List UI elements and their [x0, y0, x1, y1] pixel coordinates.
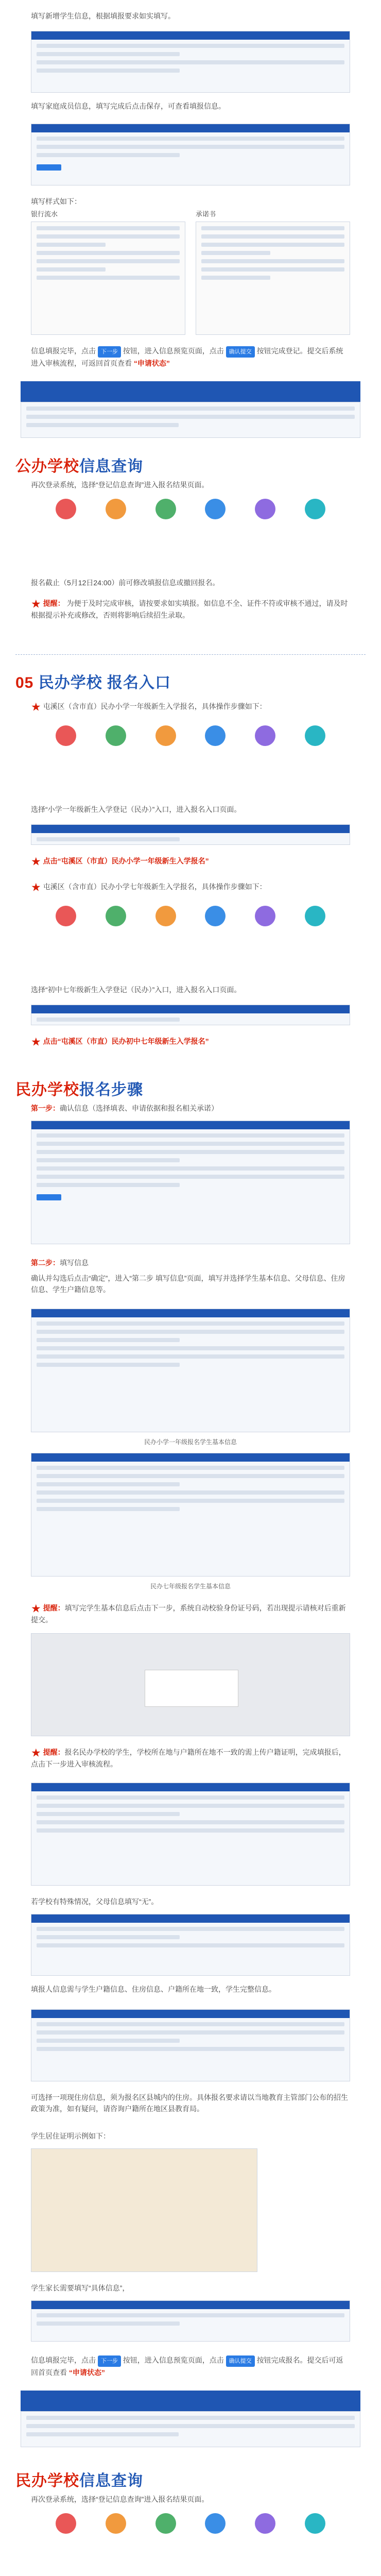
housing-screenshot [31, 2009, 350, 2081]
public-query-title: 公办学校信息查询 [15, 458, 143, 475]
entry-icon[interactable] [100, 725, 131, 748]
public-query-text-1: 再次登录系统，选择“登记信息查询”进入报名结果页面。 [31, 481, 209, 489]
private-step2: 屯溪区（含市直）民办小学七年级新生入学报名，具体操作步骤如下： [43, 883, 267, 891]
private-query-section [0, 2468, 381, 2490]
section-divider [15, 654, 366, 655]
entry-icon[interactable] [50, 906, 81, 928]
intro-text-2: 填写家庭成员信息，填写完成后点击保存，可查看填报信息。 [31, 102, 226, 110]
private-query-icon-grid [41, 2509, 340, 2540]
entry-icon[interactable] [250, 725, 281, 748]
apply-status-highlight: “申请状态” [68, 2368, 105, 2377]
entry-icon[interactable] [150, 2513, 181, 2536]
private-step1-click: 点击“屯溪区（市直）民办小学一年级新生入学报名” [43, 857, 209, 865]
private-step1: 屯溪区（含市直）民办小学一年级新生入学报名，具体操作步骤如下： [43, 702, 267, 710]
intro-text-1: 填写新增学生信息，根据填报要求如实填写。 [31, 12, 175, 20]
private-query-title: 民办学校信息查询 [15, 2472, 143, 2489]
confirm-submit-tag: 确认提交 [226, 2355, 255, 2367]
entry-icon[interactable] [100, 499, 131, 521]
system-banner-1 [21, 381, 360, 402]
private-icon-grid-2 [41, 902, 340, 933]
private-note-2: 报名民办学校的学生，学校所在地与户籍所在地不一致的需上传户籍证明，完成填报后，点击下一步进入审核流程。 [31, 1748, 346, 1769]
public-query-text-2: 报名截止（5月12日24:00）前可修改填报信息或撤回报名。 [31, 579, 220, 587]
school-note: 若学校有特殊情况，父母信息填写“无”。 [31, 1897, 159, 1906]
second-step-text: 填写信息 [60, 1259, 89, 1267]
entry-icon[interactable] [300, 906, 331, 928]
entry-icon[interactable] [200, 2513, 231, 2536]
confirm-text-2: 按钮，进入信息预览页面，点击 [123, 347, 224, 355]
confirm2-section: 信息填报完毕，点击 下一步 按钮，进入信息预览页面，点击 确认提交 按钮完成报名。提交后可返回首页查看 “申请状态” [31, 2356, 343, 2377]
sample-label-right: 承诺书 [196, 210, 216, 218]
id-check-dialog-screenshot [31, 1633, 350, 1736]
guide-page: 填写新增学生信息，根据填报要求如实填写。 填写家庭成员信息，填写完成后点击保存，可查看填报信息。 填写样式如下： 银行流水 承诺书 信息填报完毕，点击 下一步 按钮，进入信息预览页面，点击 确认提交 按钮完成登记。提交后系统进入审核流程，可返回首页查看 “申请状态” 公办学校信息查询 再次登录系统，选择“登记信息查询”进入报名结果页面。 报名截止（5月12日24:00）前可修改填报信息或撤回报名。 ★ 提醒： 为便于及时完成审核，请按要求如实填报。如信息不全、证件不符或审核不通过，请及时根据提示补充或修改，否则将影响后续招生录取。 05 民办学校 报名入口 ★ 屯溪区（含市直）民办小学一年级新生入学报名，具体操作步骤如下： 选择“小学一年级新生入学登记（民办）”入口，进入报名入口页面。 ★ 点击“屯溪区（市直）民办小学一年级新生入学报名” ★ 屯溪区（含市直）民办小学七年级新生入学报名，具体操作步骤如下： 选择“初中七年级新生入学登记（民办）”入口，进入报名入口页面。 ★ 点击“屯溪区（市直）民办初中七年级新生入学报名” 民办学校报名步骤 第一步：确认信息（选择填表、申请依据和报名相关承诺） 第二步：填写信息 确认并勾选后点击“确定”，进入“第二步 填写信息”页面，填写并选择学生基本信息、父母信息、住房信息、学生户籍信息等。 民办小学一年级报名学生基本信息 民办七年级报名学生基本信息 ★ 提醒：填写完学生基本信息后点击下一步，系统自动校验身份证号码，若出现提示请核对后重新提交。 ★ 提醒：报名民办学校的学生，学校所在地与户籍所在地不一致的需上传户籍证明，完成填报后，点击下一步进入审核流程。 若学校有特殊情况，父母信息填写“无”。 填报人信息需与学生户籍信息、住房信息、户籍所在地一致，学生完整信息。 可选择一项现住房信息，须为报名区县城内的住房。具体报名要求请以当地教育主管部门公布的招生政策为准，如有疑问，请咨询户籍所在地区县教育局。 学生居住证明示例如下： 学生家长需要填写“具体信息”， 信息填报完毕，点击 下一步 按钮，进入信息预览页面，点击 确认提交 按钮完成报名。提交后可返回首页查看 “申请状态” 民办学校信息查询 再次登录系统，选择“登记信息查询”进入报名结果页面。 [0, 0, 381, 2576]
next-step-tag: 下一步 [98, 346, 121, 358]
student-info-card-2 [31, 1453, 350, 1577]
system-banner-2 [21, 2391, 360, 2411]
private-entry-title: 05 民办学校 报名入口 [15, 674, 171, 691]
entry-icon[interactable] [50, 2513, 81, 2536]
parent-info-screenshot [31, 1783, 350, 1886]
bank-statement-image [31, 222, 185, 335]
public-query-note: 为便于及时完成审核，请按要求如实填报。如信息不全、证件不符或审核不通过，请及时根据提示补充或修改，否则将影响后续招生录取。 [31, 599, 348, 620]
entry-icon[interactable] [300, 725, 331, 748]
entry-icon[interactable] [50, 499, 81, 521]
private-step2-click: 点击“屯溪区（市直）民办初中七年级新生入学报名” [43, 1037, 209, 1045]
residence-note: 学生居住证明示例如下： [31, 2132, 110, 2140]
entry-icon[interactable] [150, 499, 181, 521]
entry-icon[interactable] [250, 2513, 281, 2536]
private-entry-section [0, 670, 381, 692]
private-step1-select: 选择“小学一年级新生入学登记（民办）”入口，进入报名入口页面。 [31, 805, 241, 814]
private-query-text-1: 再次登录系统，选择“登记信息查询”进入报名结果页面。 [31, 2495, 209, 2503]
family-info-screenshot [31, 124, 350, 185]
upload-screenshot [31, 2300, 350, 2342]
entry-icon[interactable] [300, 499, 331, 521]
intro-section [0, 10, 381, 22]
entry-page-screenshot-1 [31, 824, 350, 845]
household-screenshot [31, 1914, 350, 1976]
confirm-submit-tag: 确认提交 [226, 346, 255, 358]
confirm-text-3: 按钮完成登记。提交后系统进入审核流程，可返回首页查看 [31, 347, 343, 367]
student-info-screenshot [31, 31, 350, 93]
public-query-section [0, 453, 381, 476]
confirm-section [0, 345, 381, 369]
entry-icon[interactable] [150, 906, 181, 928]
private-note-1: 填写完学生基本信息后点击下一步，系统自动校验身份证号码，若出现提示请核对后重新提交。 [31, 1604, 346, 1624]
entry-icon[interactable] [50, 725, 81, 748]
entry-icon[interactable] [150, 725, 181, 748]
entry-icon[interactable] [250, 499, 281, 521]
entry-icon[interactable] [200, 906, 231, 928]
student-info-card-1 [31, 1309, 350, 1432]
entry-icon[interactable] [100, 906, 131, 928]
private-step2-select: 选择“初中七年级新生入学登记（民办）”入口，进入报名入口页面。 [31, 986, 241, 994]
status-list-screenshot [21, 402, 360, 438]
status-list-screenshot-2 [21, 2411, 360, 2447]
card2-caption: 民办七年级报名学生基本信息 [150, 1583, 231, 1590]
first-step-text: 确认信息（选择填表、申请依据和报名相关承诺） [60, 1104, 218, 1112]
star-icon: ★ [31, 597, 41, 611]
commitment-letter-image [196, 222, 350, 335]
private-icon-grid-1 [41, 721, 340, 752]
entry-icon[interactable] [250, 906, 281, 928]
confirm-info-screenshot [31, 1121, 350, 1244]
public-query-icon-grid [41, 495, 340, 526]
entry-icon[interactable] [300, 2513, 331, 2536]
card1-caption: 民办小学一年级报名学生基本信息 [144, 1438, 237, 1446]
upload-note: 学生家长需要填写“具体信息”， [31, 2284, 130, 2292]
household-note: 填报人信息需与学生户籍信息、住房信息、户籍所在地一致，学生完整信息。 [31, 1985, 276, 1993]
entry-icon[interactable] [100, 2513, 131, 2536]
confirm-text: 信息填报完毕，点击 [31, 347, 96, 355]
next-step-tag: 下一步 [98, 2355, 121, 2367]
residence-permit-image [31, 2148, 257, 2272]
entry-page-screenshot-2 [31, 1005, 350, 1025]
entry-icon[interactable] [200, 725, 231, 748]
housing-note: 可选择一项现住房信息，须为报名区县城内的住房。具体报名要求请以当地教育主管部门公布的招生政策为准，如有疑问，请咨询户籍所在地区县教育局。 [31, 2093, 348, 2113]
intro-text-3: 填写样式如下： [31, 197, 81, 206]
private-steps-title: 民办学校报名步骤 [15, 1081, 143, 1098]
sample-label-left: 银行流水 [31, 210, 58, 218]
entry-icon[interactable] [200, 499, 231, 521]
second-step-detail: 确认并勾选后点击“确定”，进入“第二步 填写信息”页面，填写并选择学生基本信息、父母信息、住房信息、学生户籍信息等。 [31, 1274, 345, 1294]
apply-status-highlight: “申请状态” [133, 359, 170, 367]
private-steps-section [0, 1077, 381, 1099]
